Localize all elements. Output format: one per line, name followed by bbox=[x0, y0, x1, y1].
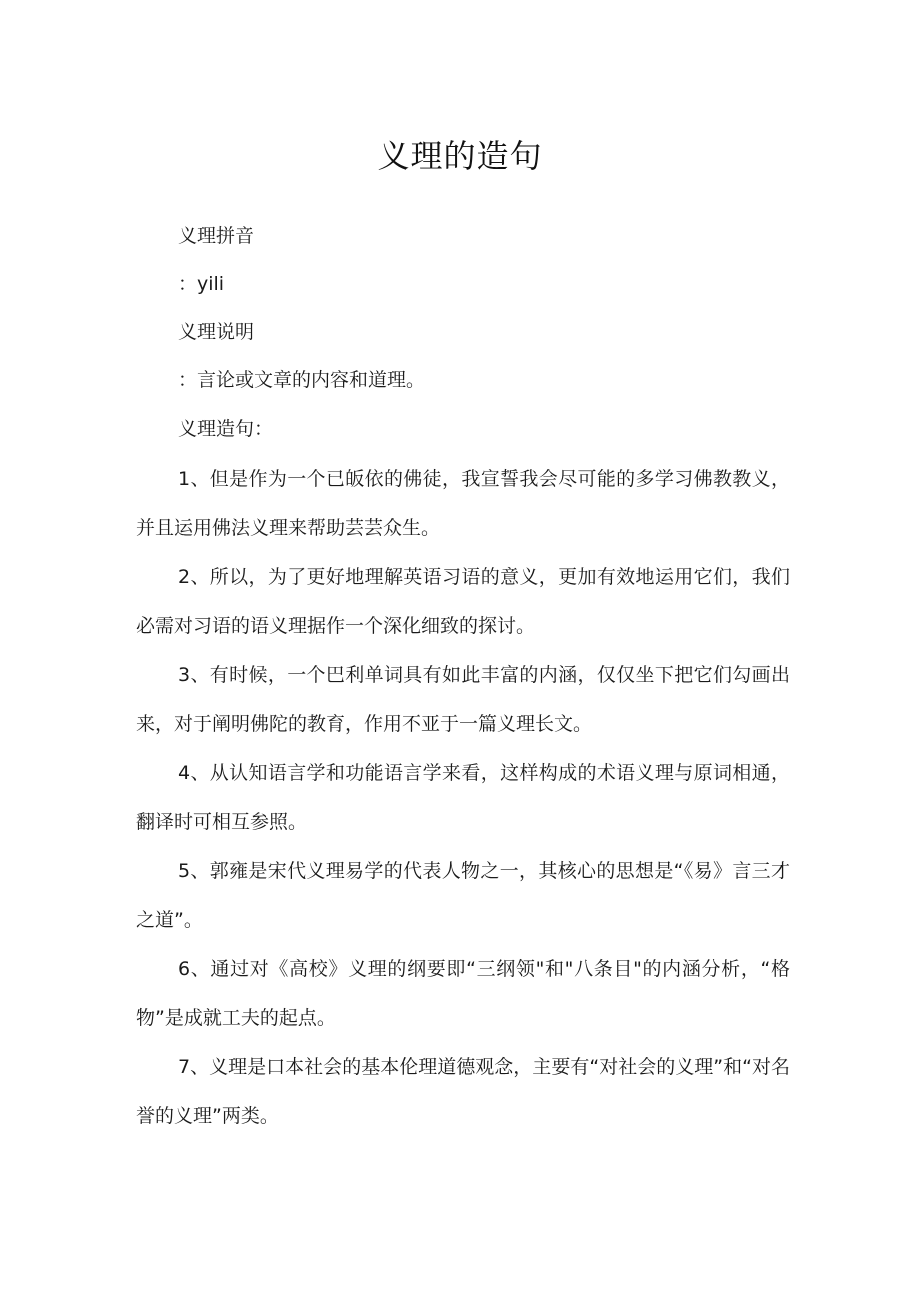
explanation-label: 义理说明 bbox=[178, 321, 255, 343]
example-sentence-6: 6、通过对《高校》义理的纲要即“三纲领"和"八条目"的内涵分析，“格物”是成就工夫的起点。 bbox=[136, 958, 790, 1029]
examples-label: 义理造句： bbox=[178, 418, 274, 440]
pinyin-value: ：yili bbox=[178, 273, 225, 295]
example-sentence-4: 4、从认知语言学和功能语言学来看，这样构成的术语义理与原词相通，翻译时可相互参照。 bbox=[136, 762, 790, 833]
example-sentence-1: 1、但是作为一个已皈依的佛徒，我宣誓我会尽可能的多学习佛教教义，并且运用佛法义理来帮助芸芸众生。 bbox=[136, 468, 790, 539]
example-sentence-5: 5、郭雍是宋代义理易学的代表人物之一，其核心的思想是“《易》言三才之道”。 bbox=[136, 860, 790, 931]
example-sentence-3: 3、有时候，一个巴利单词具有如此丰富的内涵，仅仅坐下把它们勾画出来，对于阐明佛陀的教育，作用不亚于一篇义理长文。 bbox=[136, 664, 790, 735]
document-title: 义理的造句 bbox=[377, 137, 543, 175]
explanation-value: ：言论或文章的内容和道理。 bbox=[178, 369, 426, 391]
pinyin-label: 义理拼音 bbox=[178, 225, 255, 247]
example-sentence-2: 2、所以，为了更好地理解英语习语的意义，更加有效地运用它们，我们必需对习语的语义理据作一个深化细致的探讨。 bbox=[136, 566, 790, 637]
example-sentence-7: 7、义理是口本社会的基本伦理道德观念，主要有“对社会的义理”和“对名誉的义理”两类。 bbox=[136, 1056, 790, 1127]
